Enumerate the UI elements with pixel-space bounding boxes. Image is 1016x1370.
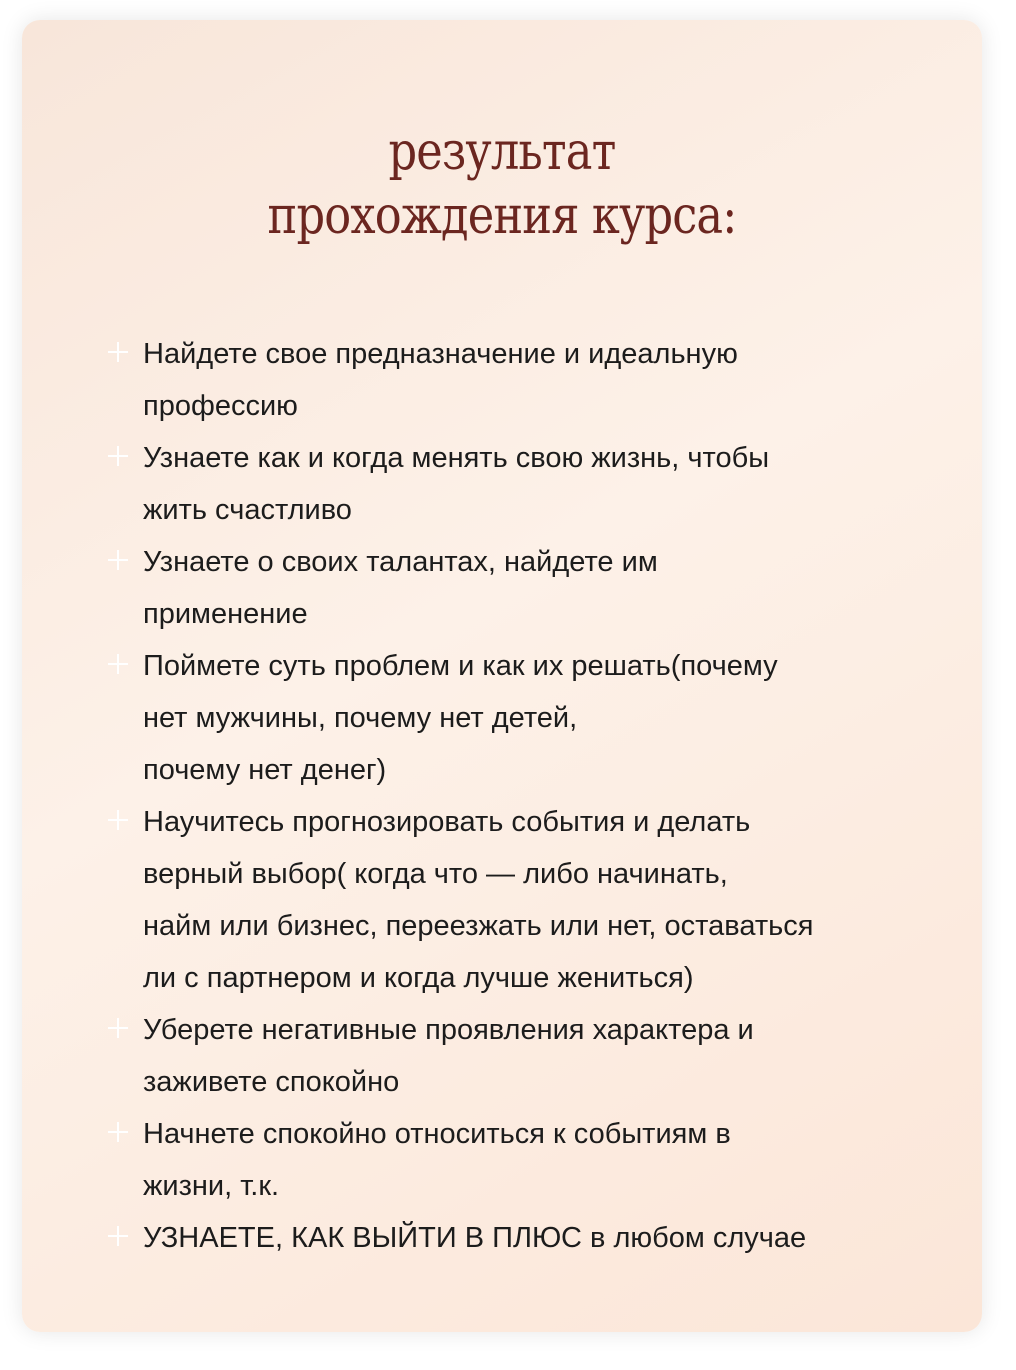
list-item-line: Начнете спокойно относиться к событиям в bbox=[143, 1118, 731, 1150]
list-item-line: Уберете негативные проявления характера и bbox=[143, 1014, 754, 1046]
list-item-line: применение bbox=[143, 598, 308, 630]
list-item bbox=[22, 328, 982, 432]
title-line-2: прохождения курса: bbox=[267, 186, 737, 246]
results-list bbox=[22, 328, 982, 1264]
list-item-line: Поймете суть проблем и как их решать(почему bbox=[143, 650, 778, 682]
plus-icon bbox=[108, 342, 128, 362]
list-item bbox=[22, 536, 982, 640]
plus-icon bbox=[108, 1122, 128, 1142]
list-item bbox=[22, 796, 982, 1004]
title-line-1: результат bbox=[388, 122, 616, 182]
list-item-line: жизни, т.к. bbox=[143, 1170, 280, 1202]
list-item-line: почему нет денег) bbox=[143, 754, 387, 786]
list-item-line: найм или бизнес, переезжать или нет, оставаться bbox=[143, 910, 814, 942]
list-item-line: заживете спокойно bbox=[143, 1066, 400, 1098]
list-item-line: верный выбор( когда что — либо начинать, bbox=[143, 858, 728, 890]
list-item-line: Узнаете как и когда менять свою жизнь, чтобы bbox=[143, 442, 770, 474]
list-item-line: жить счастливо bbox=[143, 494, 352, 526]
plus-icon bbox=[108, 1018, 128, 1038]
plus-icon bbox=[108, 810, 128, 830]
plus-icon bbox=[108, 446, 128, 466]
list-item bbox=[22, 1108, 982, 1212]
list-item-line: УЗНАЕТЕ, КАК ВЫЙТИ В ПЛЮС в любом случае bbox=[143, 1222, 807, 1254]
list-item-line: Научитесь прогнозировать события и делать bbox=[143, 806, 751, 838]
page-title bbox=[89, 120, 915, 248]
list-item-line: ли с партнером и когда лучше жениться) bbox=[143, 962, 694, 994]
list-item bbox=[22, 432, 982, 536]
list-item bbox=[22, 1212, 982, 1264]
plus-icon bbox=[108, 654, 128, 674]
course-result-card bbox=[22, 20, 982, 1332]
list-item-line: Узнаете о своих талантах, найдете им bbox=[143, 546, 658, 578]
list-item-line: нет мужчины, почему нет детей, bbox=[143, 702, 578, 734]
list-item-line: Найдете свое предназначение и идеальную bbox=[143, 338, 738, 370]
list-item bbox=[22, 640, 982, 796]
plus-icon bbox=[108, 1226, 128, 1246]
list-item-line: профессию bbox=[143, 390, 298, 422]
plus-icon bbox=[108, 550, 128, 570]
list-item bbox=[22, 1004, 982, 1108]
